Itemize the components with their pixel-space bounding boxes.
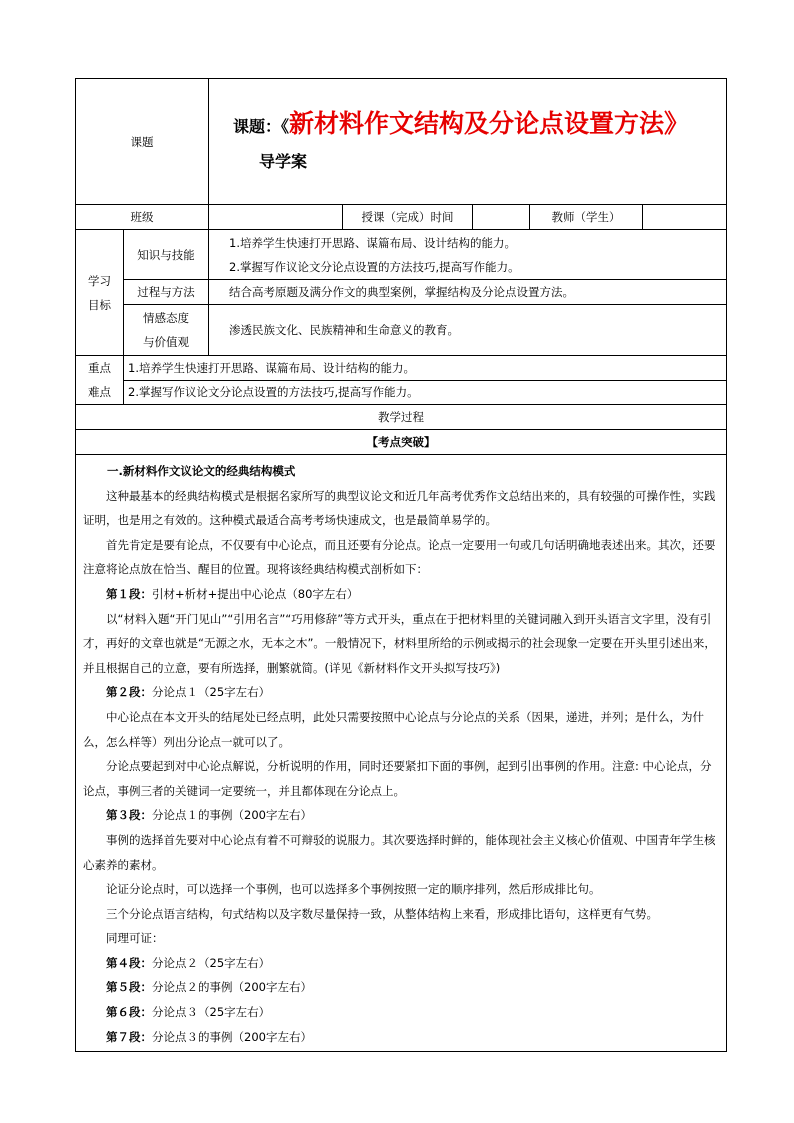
- topic-label: 课题: [130, 134, 154, 149]
- segment-text: 分论点２（25字左右）: [152, 955, 271, 970]
- content-paragraph: 三个分论点语言结构，句式结构以及字数尽量保持一致，从整体结构上来看，形成排比语句，这样更有气势。: [106, 906, 658, 921]
- content-paragraph: 以“材料入题“开门见山”“引用名言”“巧用修辞”等方式开头，重点在于把材料里的关键词融入到开头语言文字里，没有引才，再好的文章也就是“无源之水，无本之木”。一般情况下，材料里所给的示例或揭示的社会现象一定要在开头里引述出来，并且根据自己的立意，要有所选择，删繁就简。(详见《新材料作文开头拟写技巧》): [83, 611, 716, 675]
- emotion-text: 渗透民族文化、民族精神和生命意义的教育。: [209, 305, 727, 356]
- key-point-item: 2.掌握写作议论文分论点设置的方法技巧,提高写作能力。: [124, 380, 727, 405]
- segment-label: 第３段：: [106, 808, 152, 823]
- segment-4: [83, 951, 719, 976]
- topic-label-cell: [76, 79, 209, 205]
- key-points-label-line1: 重点: [88, 361, 111, 375]
- class-label: 班级: [76, 205, 209, 230]
- emotion-label-line2: 与价值观: [143, 335, 189, 349]
- knowledge-item: 2.掌握写作议论文分论点设置的方法技巧,提高写作能力。: [229, 259, 520, 274]
- segment-5: [83, 975, 719, 1000]
- title-close: 》: [664, 109, 690, 138]
- segment-label: 第５段：: [106, 980, 152, 995]
- content-paragraph: 论证分论点时，可以选择一个事例，也可以选择多个事例按照一定的顺序排列，然后形成排比句。: [106, 882, 601, 897]
- segment-label: 第１段：: [106, 586, 152, 601]
- title-prefix: 课题：《: [233, 117, 290, 136]
- content-paragraph: 中心论点在本文开头的结尾处已经点明，此处只需要按照中心论点与分论点的关系（因果，递进，并列；是什么，为什么，怎么样等）列出分论点一就可以了。: [83, 709, 704, 749]
- teacher-value: [643, 205, 727, 230]
- content-paragraph: 事例的选择首先要对中心论点有着不可辩驳的说服力。其次要选择时鲜的，能体现社会主义核心价值观、中国青年学生核心素养的素材。: [83, 832, 716, 872]
- key-points-label-line2: 难点: [88, 385, 111, 399]
- key-points-label-cell: [76, 356, 124, 405]
- emotion-label-cell: [124, 305, 209, 356]
- segment-text: 引材+析材+提出中心论点（80字左右）: [152, 586, 359, 601]
- lesson-plan-table: [75, 78, 727, 1052]
- class-value: [209, 205, 343, 230]
- teacher-label: 教师（学生）: [530, 205, 643, 230]
- segment-2: [83, 680, 719, 705]
- emotion-label-line1: 情感态度: [143, 311, 189, 325]
- goals-label-line1: 学习: [88, 273, 111, 288]
- key-point-item: 1.培养学生快速打开思路、谋篇布局、设计结构的能力。: [124, 356, 727, 381]
- knowledge-item: 1.培养学生快速打开思路、谋篇布局、设计结构的能力。: [229, 235, 516, 250]
- section-header: 【考点突破】: [76, 430, 727, 455]
- title-suffix: 导学案: [259, 152, 308, 171]
- time-label: 授课（完成）时间: [343, 205, 473, 230]
- segment-label: 第６段：: [106, 1005, 152, 1020]
- goals-label-cell: [76, 230, 124, 356]
- segment-label: 第２段：: [106, 685, 152, 700]
- content-paragraph: 这种最基本的经典结构模式是根据名家所写的典型议论文和近几年高考优秀作文总结出来的，具有较强的可操作性，实践证明，也是用之有效的。这种模式最适合高考考场快速成文，也是最简单易学的。: [83, 488, 716, 528]
- content-paragraph: 分论点要起到对中心论点解说，分析说明的作用，同时还要紧扣下面的事例，起到引出事例的作用。注意: 中心论点，分论点，事例三者的关键词一定要统一，并且都体现在分论点上。: [83, 759, 712, 798]
- page-title: 新材料作文结构及分论点设置方法: [289, 109, 665, 138]
- segment-6: [83, 1000, 719, 1025]
- content-heading: 一.新材料作文议论文的经典结构模式: [107, 464, 296, 478]
- segment-1: [83, 582, 719, 607]
- segment-label: 第７段：: [106, 1029, 152, 1044]
- segment-text: 分论点１（25字左右）: [152, 685, 271, 700]
- segment-text: 分论点３（25字左右）: [152, 1005, 271, 1020]
- process-label: 过程与方法: [124, 280, 209, 305]
- process-text: 结合高考原题及满分作文的典型案例，掌握结构及分论点设置方法。: [209, 280, 727, 305]
- content-paragraph: 首先肯定是要有论点，不仅要有中心论点，而且还要有分论点。论点一定要用一句或几句话明确地表述出来。其次，还要注意将论点放在恰当、醒目的位置。现将该经典结构模式剖析如下：: [83, 537, 716, 577]
- title-cell: [209, 79, 727, 205]
- knowledge-label: 知识与技能: [124, 230, 209, 280]
- content-cell: [76, 455, 727, 1052]
- segment-7: [83, 1025, 719, 1050]
- segment-text: 分论点２的事例（200字左右）: [152, 980, 312, 995]
- segment-3: [83, 803, 719, 828]
- segment-text: 分论点３的事例（200字左右）: [152, 1029, 312, 1044]
- time-value: [473, 205, 530, 230]
- process-header: 教学过程: [76, 405, 727, 430]
- segment-text: 分论点１的事例（200字左右）: [152, 808, 312, 823]
- knowledge-cell: [209, 230, 727, 280]
- goals-label-line2: 目标: [88, 297, 111, 312]
- segment-label: 第４段：: [106, 955, 152, 970]
- content-paragraph: 同理可证：: [106, 931, 164, 946]
